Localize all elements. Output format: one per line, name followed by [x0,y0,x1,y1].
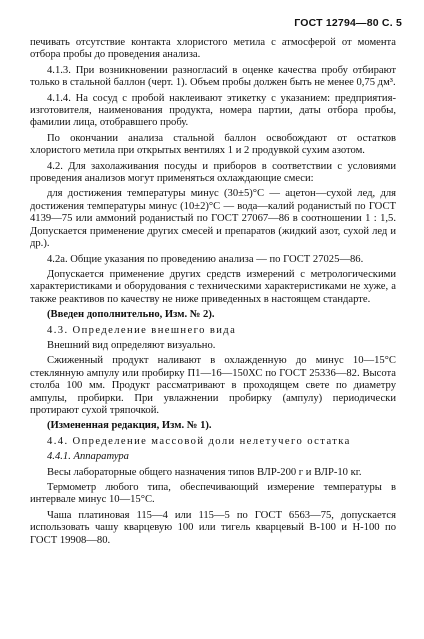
document-body [30,37,396,550]
section-heading: 4.4. Определение массовой доли нелетучего остатка [47,435,351,447]
paragraph: 4.1.3. При возникновении разногласий в оценке качества пробу отбирают только в стальной баллон (черт. 1). Объем пробы должен быть не менее 0,75 дм³. [30,64,396,89]
paragraph: 4.1.4. На сосуд с пробой наклеивают этикетку с указанием: предприятия-изготовителя, наименования продукта, номера партии, даты отбора пробы, фамилии лица, отобравшего пробу. [30,92,396,129]
paragraph: Чаша платиновая 115—4 или 115—5 по ГОСТ 6563—75, допускается использовать чашу кварцевую 100 или тигель кварцевый В-100 и Н-100 по ГОСТ 19908—80. [30,509,396,546]
amendment-note: (Измененная редакция, Изм. № 1). [47,420,212,432]
paragraph: Допускается применение других средств измерений с метрологическими характеристиками и оборудования с техническими характеристиками не хуже, а также реактивов по качеству не ниже приведенных в настоящем стандарте. [30,268,396,305]
paragraph: Сжиженный продукт наливают в охлажденную до минус 10—15°С стеклянную ампулу или пробирку П1—16—150ХС по ГОСТ 25336—82. Высота столба 100 мм. Продукт рассматривают в проходящем свете по диаметру ампулы, пробирки. При увлажнении пробирку (ампулу) периодически протирают сухой тряпочкой. [30,355,396,416]
subsection-heading: 4.4.1. Аппаратура [47,451,129,463]
paragraph: По окончании анализа стальной баллон освобождают от остатков хлористого метила при открытых вентилях 1 и 2 продувкой сухим азотом. [30,132,396,157]
paragraph: Внешний вид определяют визуально. [47,339,216,351]
page-header: ГОСТ 12794—80 С. 5 [294,17,402,29]
paragraph: 4.2. Для захолаживания посуды и приборов в соответствии с условиями проведения анализов могут применяться охлаждающие смеси: [30,160,396,185]
paragraph: печивать отсутствие контакта хлористого метила с атмосферой от момента отбора пробы до проведения анализа. [30,37,396,61]
paragraph: Термометр любого типа, обеспечивающий измерение температуры в интервале минус 10—15°С. [30,482,396,506]
amendment-note: (Введен дополнительно, Изм. № 2). [47,309,215,321]
paragraph: для достижения температуры минус (30±5)°С — ацетон—сухой лед, для достижения температуры минус (10±2)°С — вода—калий роданистый по ГОСТ 4139—75 или аммоний роданистый по ГОСТ 27067—86 в соотношении 1 : 1,5. Допускается применение других смесей и препаратов (жидкий азот, сухой лед и др.). [30,188,396,250]
paragraph: 4.2а. Общие указания по проведению анализа — по ГОСТ 27025—86. [47,253,364,265]
paragraph: Весы лабораторные общего назначения типов ВЛР-200 г и ВЛР-10 кг. [47,466,362,478]
section-heading: 4.3. Определение внешнего вида [47,324,237,336]
